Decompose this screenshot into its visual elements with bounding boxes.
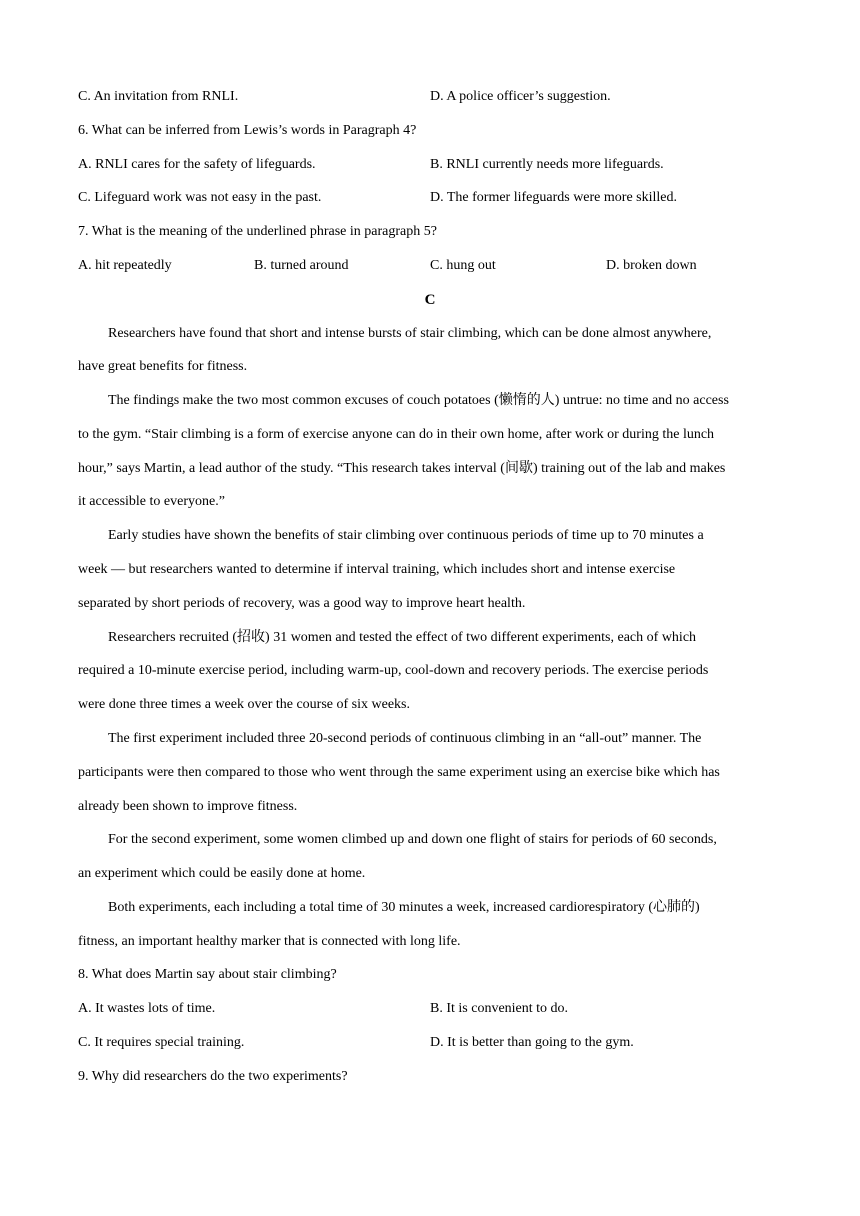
section-heading: C (424, 292, 436, 308)
q6-stem: 6. What can be inferred from Lewis’s words in Paragraph 4? (78, 123, 417, 138)
passage-line: required a 10-minute exercise period, including warm-up, cool-down and recovery periods. The exercise periods (78, 663, 709, 678)
passage-line: separated by short periods of recovery, was a good way to improve heart health. (78, 596, 526, 611)
q7-stem: 7. What is the meaning of the underlined phrase in paragraph 5? (78, 224, 437, 239)
passage-line: For the second experiment, some women climbed up and down one flight of stairs for periods of 60 seconds, (108, 832, 717, 847)
q8-stem: 8. What does Martin say about stair climbing? (78, 967, 337, 982)
passage-line: Early studies have shown the benefits of stair climbing over continuous periods of time up to 70 minutes a (108, 528, 704, 543)
passage-line: already been shown to improve fitness. (78, 799, 298, 814)
passage-line: to the gym. “Stair climbing is a form of exercise anyone can do in their own home, after work or during the lunch (78, 427, 715, 442)
q5-option-c: C. An invitation from RNLI. (78, 89, 239, 104)
passage-line: hour,” says Martin, a lead author of the study. “This research takes interval (间歇) training out of the lab and makes (78, 461, 726, 476)
q8-option-c: C. It requires special training. (78, 1035, 245, 1050)
q7-option-a: A. hit repeatedly (78, 258, 172, 273)
passage-line: participants were then compared to those who went through the same experiment using an exercise bike which has (78, 765, 720, 780)
q6-option-a: A. RNLI cares for the safety of lifeguards. (78, 157, 316, 172)
passage-line: Both experiments, each including a total time of 30 minutes a week, increased cardiorespiratory (心肺的) (108, 900, 700, 915)
passage-line: an experiment which could be easily done at home. (78, 866, 366, 881)
q8-option-b: B. It is convenient to do. (430, 1001, 569, 1016)
passage-line: week — but researchers wanted to determine if interval training, which includes short and intense exercise (78, 562, 676, 577)
q7-option-d: D. broken down (606, 258, 697, 273)
passage-line: The findings make the two most common excuses of couch potatoes (懒惰的人) untrue: no time and no access (108, 393, 729, 408)
passage-line: were done three times a week over the course of six weeks. (78, 697, 410, 712)
q6-option-c: C. Lifeguard work was not easy in the past. (78, 190, 322, 205)
q8-option-d: D. It is better than going to the gym. (430, 1035, 634, 1050)
passage-line: it accessible to everyone.” (78, 494, 225, 509)
q6-option-b: B. RNLI currently needs more lifeguards. (430, 157, 664, 172)
passage-line: fitness, an important healthy marker that is connected with long life. (78, 934, 461, 949)
passage-line: Researchers have found that short and intense bursts of stair climbing, which can be done almost anywhere, (108, 326, 712, 341)
passage-line: have great benefits for fitness. (78, 359, 248, 374)
q8-option-a: A. It wastes lots of time. (78, 1001, 216, 1016)
q7-option-b: B. turned around (254, 258, 349, 273)
passage-line: Researchers recruited (招收) 31 women and tested the effect of two different experiments, each of which (108, 630, 697, 645)
q5-option-d: D. A police officer’s suggestion. (430, 89, 611, 104)
q7-option-c: C. hung out (430, 258, 496, 273)
q9-stem: 9. Why did researchers do the two experiments? (78, 1069, 348, 1084)
passage-line: The first experiment included three 20-second periods of continuous climbing in an “all-out” manner. The (108, 731, 702, 746)
q6-option-d: D. The former lifeguards were more skilled. (430, 190, 677, 205)
